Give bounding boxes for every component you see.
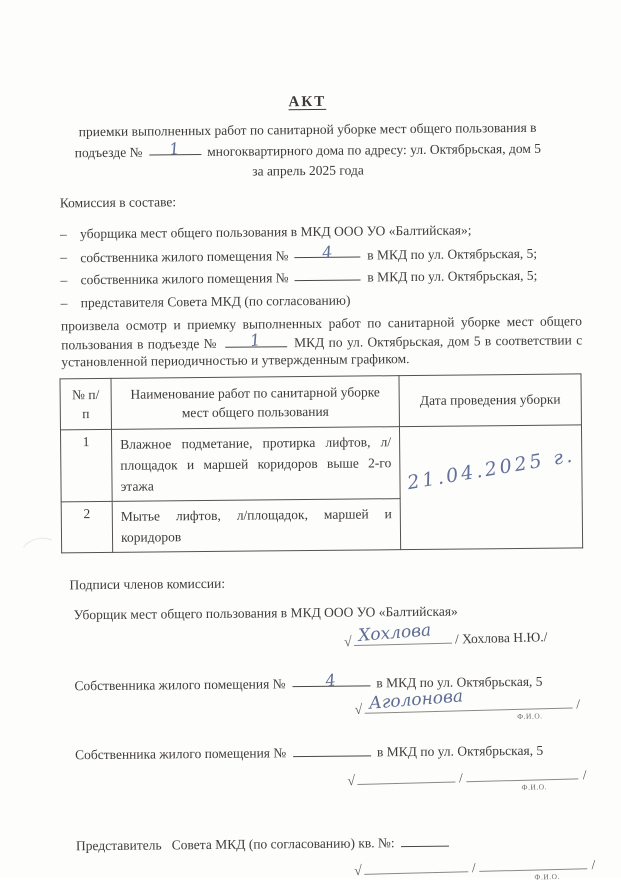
owner1-label: Собственника жилого помещения № 4 в МКД по ул. Октябрьская, 5 — [74, 670, 543, 694]
handwritten-signature-khokhlova: Хохлова — [357, 620, 432, 646]
commission-member-4 — [61, 287, 582, 315]
representative-apartment-blank — [401, 832, 449, 846]
check-mark: √ — [347, 773, 356, 790]
owner2-apartment-blank — [293, 742, 371, 757]
member-text: собственника жилого помещения № в МКД по ул. Октябрьская, 5; — [80, 267, 538, 288]
member-text: уборщика мест общего пользования в МКД ООО УО «Балтийская»; — [80, 222, 472, 242]
table-header-row — [60, 374, 581, 430]
row-work: Влажное подметание, протирка лифтов, л/площадок и маршей коридоров выше 2-го этажа — [112, 426, 401, 501]
works-table — [59, 373, 583, 553]
intro-line-1: приемки выполненных работ по санитарной уборке мест общего пользования в — [78, 119, 537, 140]
page-title: АКТ — [288, 93, 327, 111]
handwritten-entrance-number: 1 — [168, 138, 181, 159]
owner1-apartment-blank — [292, 670, 370, 691]
cleaner-signature-line — [353, 620, 451, 646]
header-num: № п/п — [60, 378, 112, 429]
row-number: 1 — [60, 429, 112, 501]
check-mark: √ — [354, 702, 363, 718]
list-dash: – — [60, 272, 68, 288]
owner1-signature-row: √ Аголонова Ф.И.О. / — [354, 686, 581, 721]
intro-paragraph — [0, 117, 619, 184]
apartment-number-blank-empty — [295, 267, 361, 282]
representative-signature-row: √ / Ф.И.О. / — [4, 853, 621, 889]
header-work: Наименование работ по санитарной уборке мест общего пользования — [111, 375, 399, 429]
member-text: собственника жилого помещения № 4 в МКД по ул. Октябрьская, 5; — [80, 241, 538, 265]
table-row — [60, 425, 582, 502]
commission-list — [60, 218, 582, 314]
commission-heading: Комиссия в составе: — [59, 194, 177, 211]
handwritten-signature-owner1: Аголонова — [367, 686, 464, 714]
owner2-signature-row: √ / Ф.И.О. / — [3, 763, 621, 799]
apartment-number-blank — [295, 241, 361, 262]
fio-caption: Ф.И.О. — [534, 871, 560, 882]
row-number: 2 — [61, 501, 113, 552]
representative-signature-line — [364, 857, 468, 875]
cleaner-signature-label: Уборщик мест общего пользования в МКД ООО УО «Балтийская» — [73, 603, 458, 623]
intro-line-3: за апрель 2025 года — [252, 162, 364, 179]
owner1-signature-line — [364, 686, 572, 721]
handwritten-apartment-number: 4 — [321, 241, 334, 262]
fio-caption: Ф.И.О. — [521, 781, 548, 792]
entrance-number-blank — [149, 138, 201, 159]
representative-label: Представитель Совета МКД (по согласованию) кв. №: — [76, 831, 595, 854]
handwritten-entrance-number-2: 1 — [249, 329, 262, 350]
intro-line-2-before: подъезде № — [74, 144, 143, 161]
date-cell — [399, 425, 582, 550]
signatures-heading: Подписи членов комиссии: — [69, 575, 226, 593]
owner2-name-line — [466, 764, 578, 792]
cleaner-printed-name: / Хохлова Н.Ю./ — [454, 628, 548, 647]
inspection-paragraph: произвела осмотр и приемку выполненных работ по санитарной уборке мест общего пользования в подъезде № 1 МКД по ул. Октябрьская, дом 5 в соответствии с установленной периодичностью и утвержденным графиком. — [60, 313, 583, 370]
member-text: представителя Совета МКД (по согласованию) — [80, 292, 351, 310]
owner2-signature-line — [357, 767, 455, 784]
intro-line-2-after: многоквартирного дома по адресу: ул. Октябрьская, дом 5 — [207, 140, 542, 159]
header-date: Дата проведения уборки — [399, 374, 581, 427]
handwritten-apartment-4: 4 — [324, 670, 338, 691]
representative-name-line — [479, 854, 587, 882]
list-dash: – — [60, 226, 67, 242]
check-mark: √ — [354, 863, 363, 879]
list-dash: – — [60, 248, 68, 264]
entrance-number-blank-2 — [225, 329, 287, 350]
cleaner-signature-row — [2, 620, 621, 660]
check-mark: √ — [343, 634, 352, 651]
fio-caption: Ф.И.О. — [517, 711, 543, 721]
row-work: Мытье лифтов, л/площадок, маршей и коридоров — [112, 498, 400, 552]
owner2-label: Собственника жилого помещения № в МКД по ул. Октябрьская, 5 — [75, 742, 544, 763]
list-dash: – — [60, 294, 68, 310]
handwritten-cleaning-date: 21.04.2025 г. — [405, 444, 577, 494]
